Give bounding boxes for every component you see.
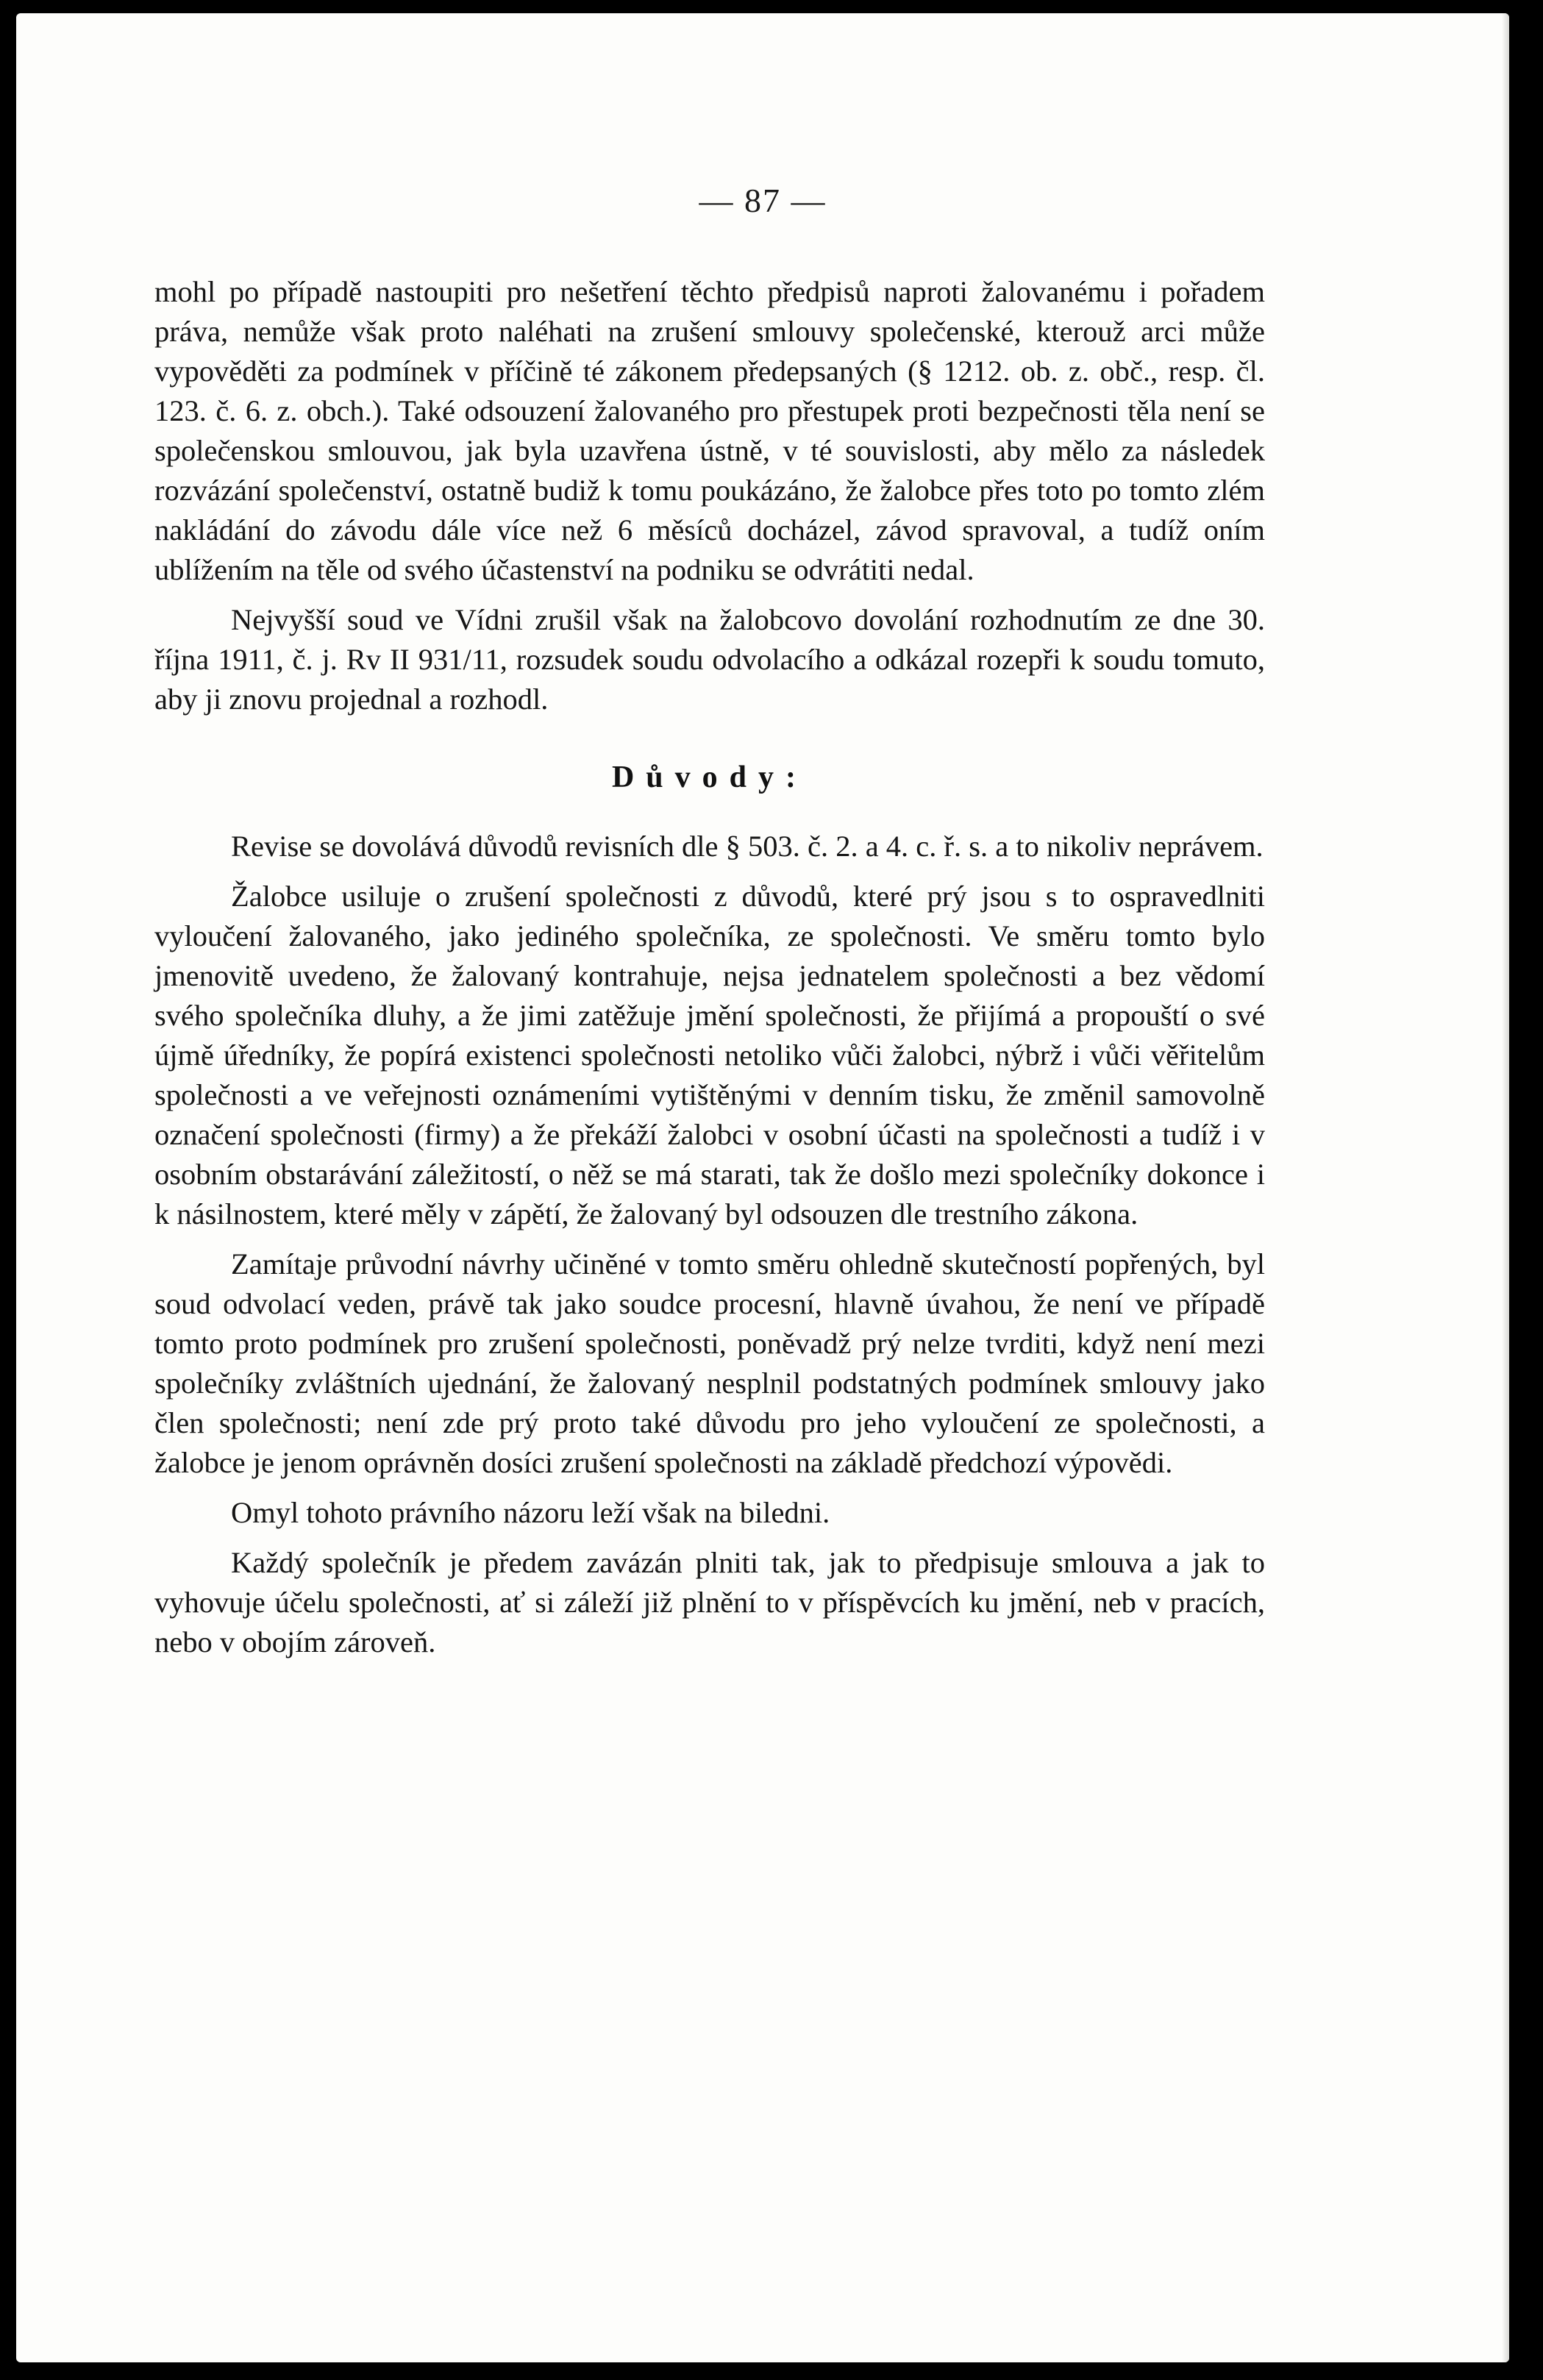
paragraph-5: Zamítaje průvodní návrhy učiněné v tomto směru ohledně skutečností popřených, byl soud odvolací veden, právě tak jako soudce procesní, hlavně úvahou, že není ve případě tomto proto podmínek pro zrušení společnosti, poněvadž prý nelze tvrditi, když není mezi společníky zvláštních ujednání, že žalovaný nesplnil podstatných podmínek smlouvy jako člen společnosti; není zde prý proto také důvodu pro jeho vyloučení ze společnosti, a žalobce je jenom oprávněn dosíci zrušení společnosti na základě předchozí výpovědi.	[154, 1247, 1265, 1479]
paragraph-2: Nejvyšší soud ve Vídni zrušil však na žalobcovo dovolání rozhodnutím ze dne 30. října 1911, č. j. Rv II 931/11, rozsudek soudu odvolacího a odkázal rozepři k soudu tomuto, aby ji znovu projednal a rozhodl.	[154, 603, 1265, 716]
section-heading: Důvody:	[611, 760, 808, 794]
page-number: — 87 —	[699, 182, 827, 219]
paragraph-6: Omyl tohoto právního názoru leží však na biledni.	[231, 1496, 830, 1529]
paragraph-4: Žalobce usiluje o zrušení společnosti z důvodů, které prý jsou s to ospravedlniti vyloučení žalovaného, jako jediného společníka, ze společnosti. Ve směru tomto bylo jmenovitě uvedeno, že žalovaný kontrahuje, nejsa jednatelem společnosti a bez vědomí svého společníka dluhy, a že jimi zatěžuje jmění společnosti, že přijímá a propouští o své újmě úředníky, že popírá existenci společnosti netoliko vůči žalobci, nýbrž i vůči věřitelům společnosti a ve veřejnosti oznámeními vytištěnými v denním tisku, že změnil samovolně označení společnosti (firmy) a že překáží žalobci v osobní účasti na společnosti a tudíž i v osobním obstarávání záležitostí, o něž se má starati, tak že došlo mezi společníky dokonce i k násilnostem, které měly v zápětí, že žalovaný byl odsouzen dle trestního zákona.	[154, 880, 1265, 1230]
document-page	[16, 13, 1509, 2362]
paragraph-1: mohl po případě nastoupiti pro nešetření těchto předpisů naproti žalovanému i pořadem práva, nemůže však proto naléhati na zrušení smlouvy společenské, kterouž arci může vypověděti za podmínek v příčině té zákonem předepsaných (§ 1212. ob. z. obč., resp. čl. 123. č. 6. z. obch.). Také odsouzení žalovaného pro přestupek proti bezpečnosti těla není se společenskou smlouvou, jak byla uzavřena ústně, v té souvislosti, aby mělo za následek rozvázání společenství, ostatně budiž k tomu poukázáno, že žalobce přes toto po tomto zlém nakládání do závodu dále více než 6 měsíců docházel, závod spravoval, a tudíž oním ublížením na těle od svého účastenství na podniku se odvrátiti nedal.	[154, 275, 1265, 586]
paragraph-7: Každý společník je předem zavázán plniti tak, jak to předpisuje smlouva a jak to vyhovuje účelu společnosti, ať si záleží již plnění to v příspěvcích ku jmění, neb v pracích, nebo v obojím zároveň.	[154, 1546, 1265, 1658]
body-text	[154, 272, 1265, 1662]
page-edge-shadow	[1502, 13, 1509, 2362]
paragraph-3: Revise se dovolává důvodů revisních dle § 503. č. 2. a 4. c. ř. s. a to nikoliv neprávem.	[231, 830, 1264, 863]
